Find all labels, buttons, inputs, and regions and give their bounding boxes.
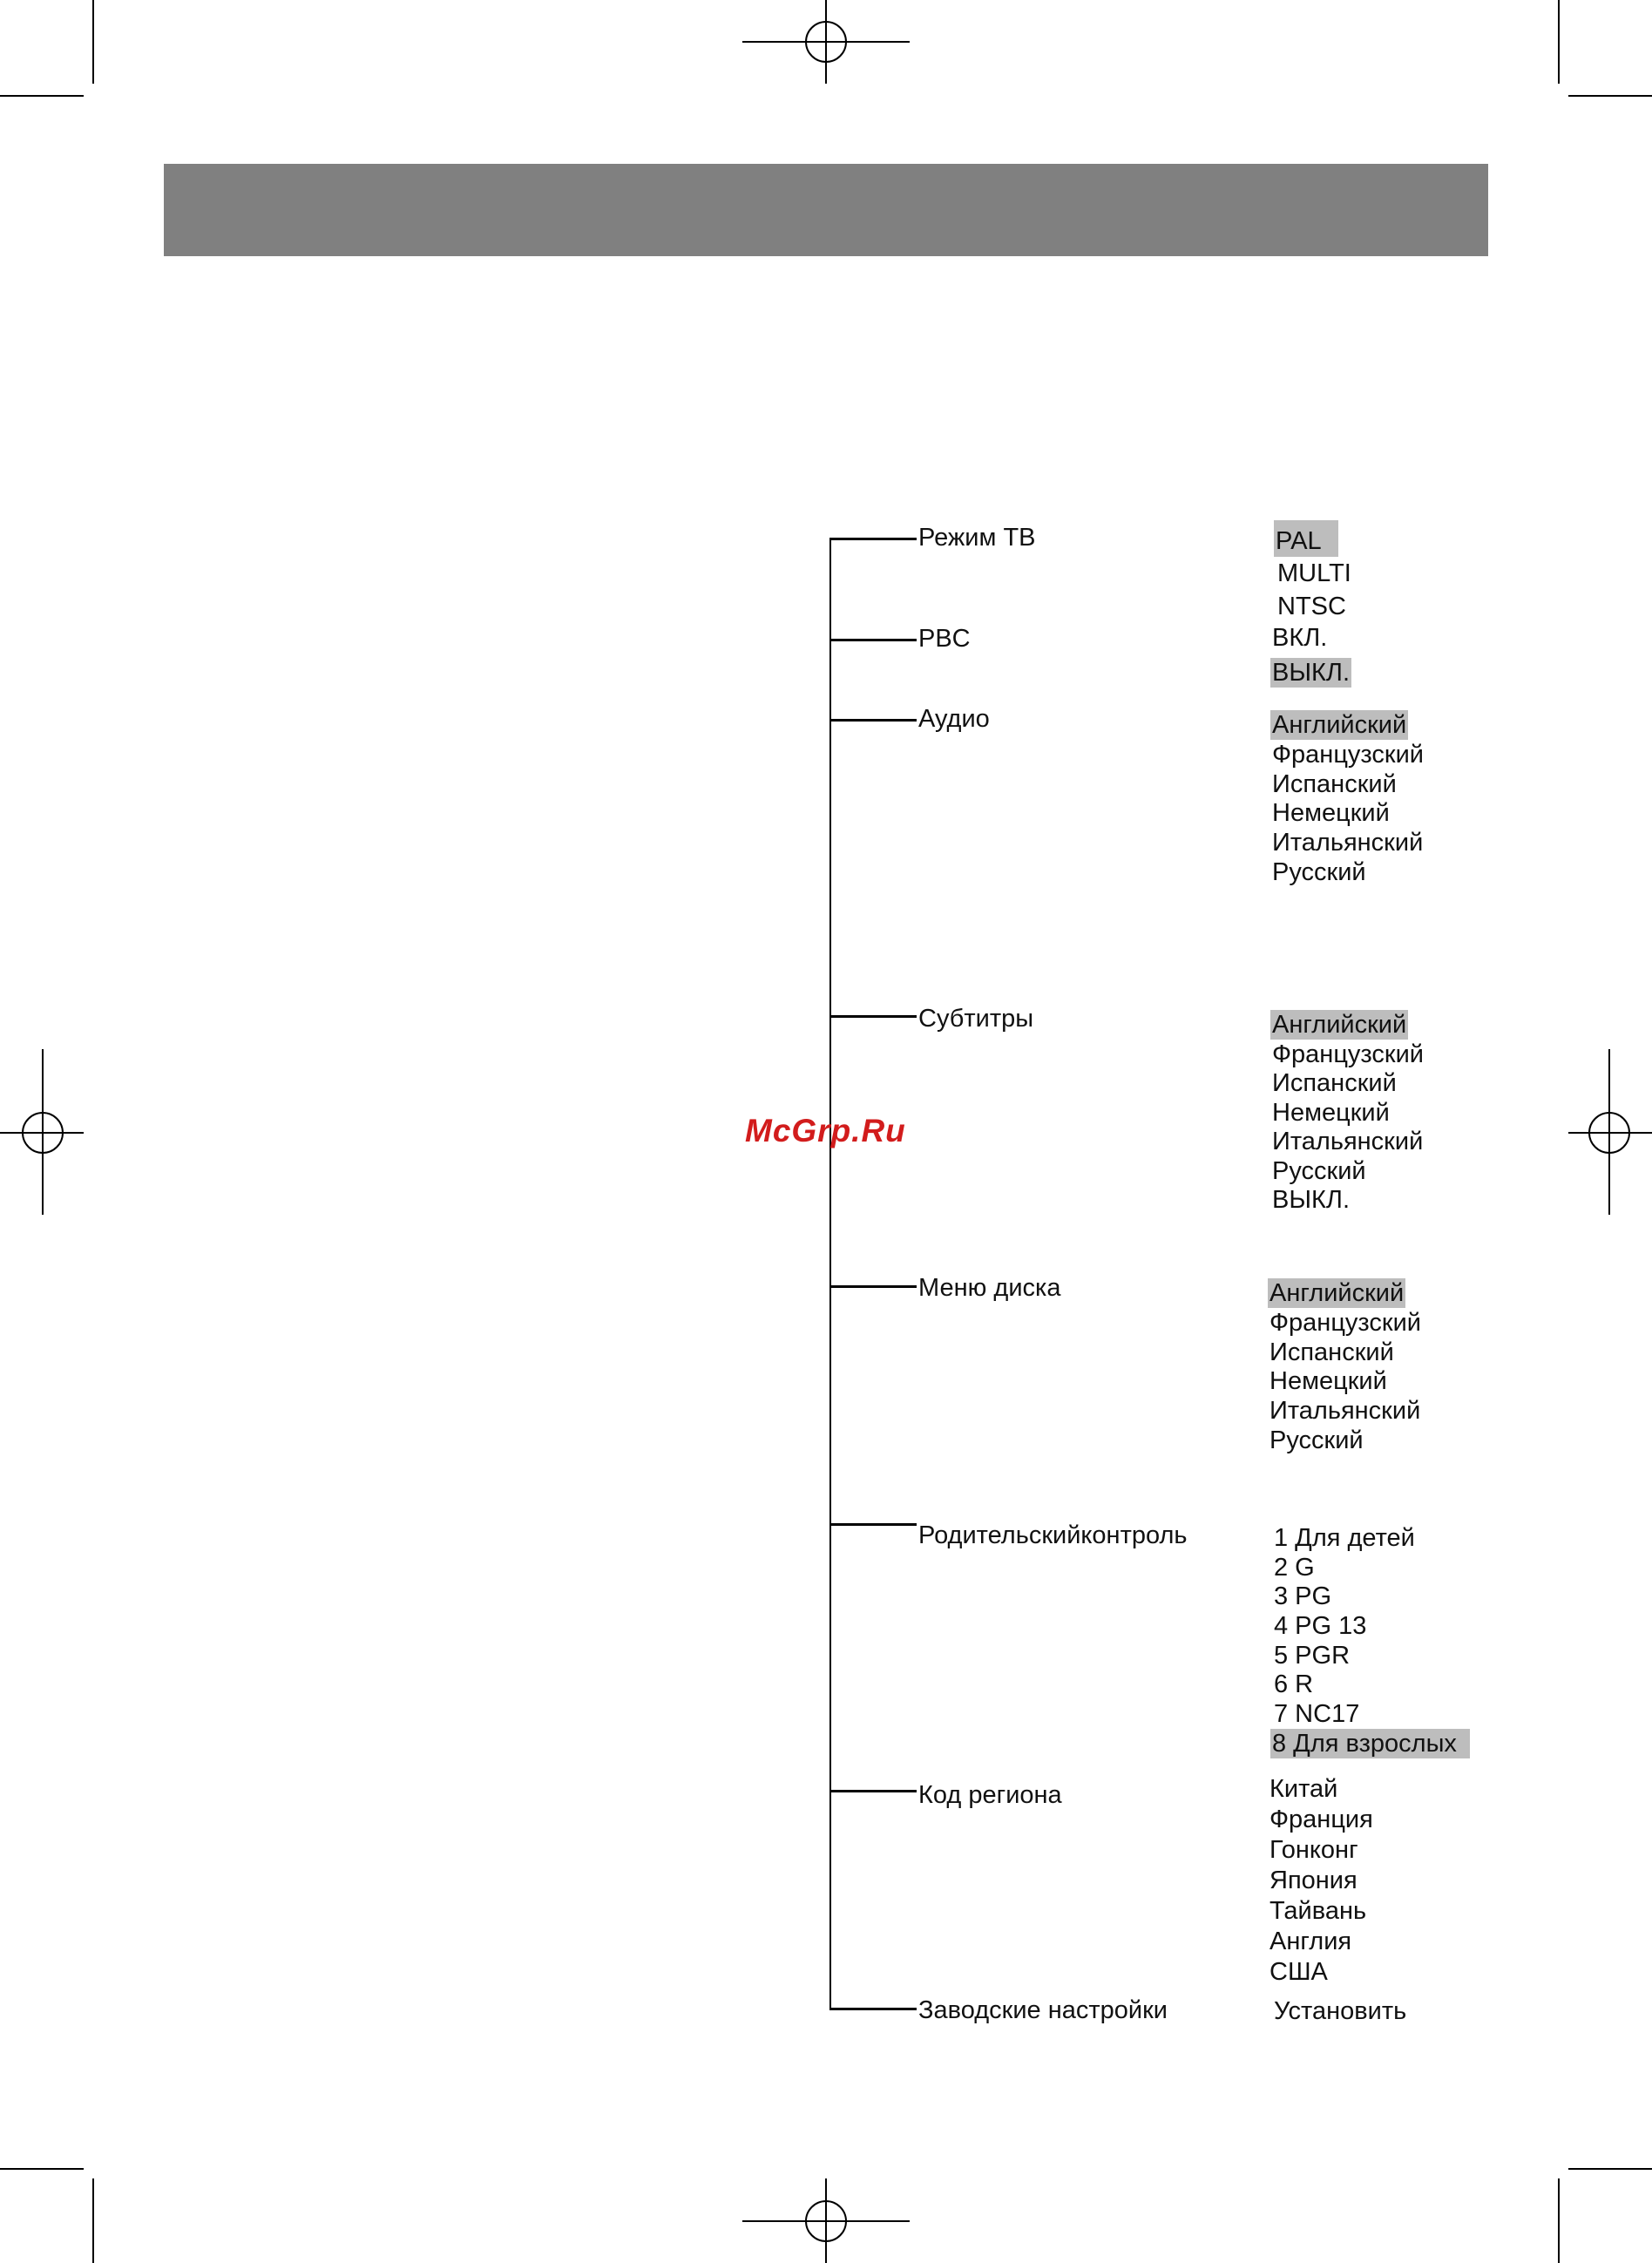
option-item: Немецкий: [1269, 1367, 1387, 1395]
option-item: Французский: [1272, 741, 1424, 769]
option-item: Английский: [1269, 1279, 1405, 1307]
branch-line: [829, 1015, 917, 1018]
option-item: ВЫКЛ.: [1272, 659, 1350, 687]
option-item: ВЫКЛ.: [1272, 1186, 1350, 1214]
option-item: Английский: [1272, 711, 1407, 739]
option-item: MULTI: [1277, 559, 1351, 587]
menu-label-factory-settings: Заводские настройки: [918, 1996, 1168, 2024]
option-item: 5 PGR: [1274, 1642, 1351, 1670]
header-bar: [164, 164, 1488, 256]
option-item: Испанский: [1272, 770, 1397, 798]
option-item: 3 PG: [1274, 1582, 1332, 1610]
branch-line: [829, 1790, 917, 1792]
menu-label-region-code: Код региона: [918, 1781, 1062, 1809]
option-item: Установить: [1274, 1997, 1407, 2025]
branch-line: [829, 2008, 917, 2010]
option-item: Испанский: [1272, 1069, 1397, 1097]
option-item: 6 R: [1274, 1670, 1314, 1698]
option-item: Итальянский: [1272, 829, 1424, 857]
menu-label-audio: Аудио: [918, 705, 990, 733]
option-item: Япония: [1269, 1867, 1357, 1894]
option-item: Китай: [1269, 1775, 1338, 1803]
menu-label-disc-menu: Меню диска: [918, 1274, 1061, 1302]
option-item: Английский: [1272, 1011, 1407, 1039]
option-item: Французский: [1269, 1309, 1421, 1337]
menu-label-pbc: PBC: [918, 625, 971, 653]
option-item: 4 PG 13: [1274, 1612, 1367, 1640]
option-item: Немецкий: [1272, 1099, 1390, 1127]
option-item: Итальянский: [1272, 1128, 1424, 1155]
menu-label-subtitles: Субтитры: [918, 1005, 1034, 1033]
option-item: NTSC: [1277, 593, 1346, 620]
option-item: 1 Для детей: [1274, 1524, 1415, 1552]
menu-label-parental-control: Родительскийконтроль: [918, 1521, 1188, 1549]
option-item: Франция: [1269, 1806, 1373, 1833]
option-item: Гонконг: [1269, 1836, 1358, 1864]
menu-label-tv-mode: Режим ТВ: [918, 524, 1036, 552]
option-item: Русский: [1272, 858, 1366, 886]
option-item: Тайвань: [1269, 1897, 1367, 1925]
option-item: PAL: [1274, 520, 1338, 557]
branch-line: [829, 639, 917, 641]
option-item: Испанский: [1269, 1338, 1394, 1366]
option-item: 7 NC17: [1274, 1700, 1360, 1728]
branch-line: [829, 1285, 917, 1288]
option-item: Русский: [1269, 1426, 1364, 1454]
branch-line: [829, 538, 917, 540]
option-item: Англия: [1269, 1928, 1352, 1955]
watermark: McGrp.Ru: [745, 1113, 906, 1148]
option-item: Русский: [1272, 1157, 1366, 1185]
option-item: США: [1269, 1958, 1328, 1986]
option-item: Немецкий: [1272, 799, 1390, 827]
option-item: Французский: [1272, 1040, 1424, 1068]
option-item: Итальянский: [1269, 1397, 1421, 1425]
option-item: 2 G: [1274, 1554, 1315, 1582]
option-item: ВКЛ.: [1272, 624, 1328, 652]
branch-line: [829, 719, 917, 722]
branch-line: [829, 1523, 917, 1526]
option-item: 8 Для взрослых: [1270, 1729, 1470, 1758]
